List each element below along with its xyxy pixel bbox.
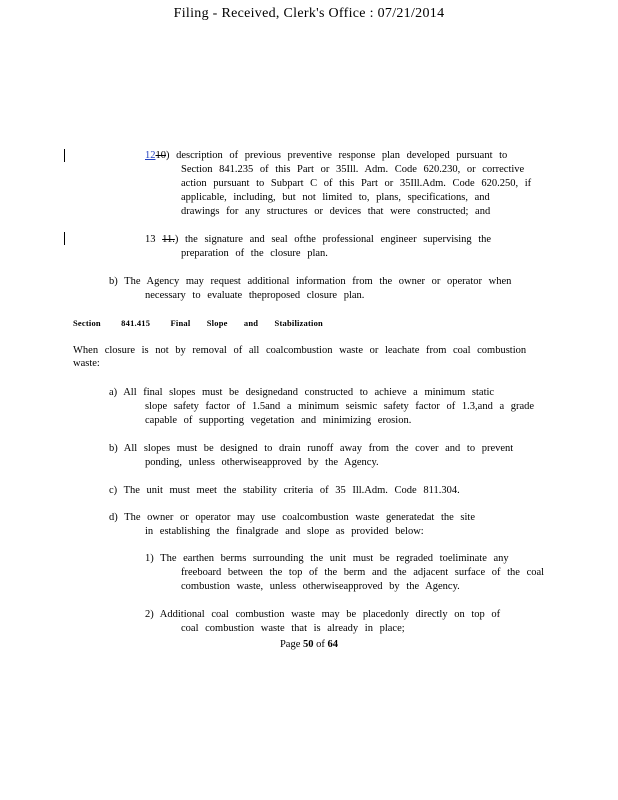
item-13-line-2: preparation of the closure plan. (181, 248, 328, 259)
item-12-new-number: 12 (145, 150, 156, 161)
section-label: Section (73, 318, 101, 328)
para-b-line-2: necessary to evaluate theproposed closure plan. (145, 290, 365, 301)
current-page-number: 50 (303, 639, 314, 650)
subsection-a-line-3: capable of supporting vegetation and minimizing erosion. (145, 415, 412, 426)
item-13-new-number: 13 (145, 234, 156, 245)
item-12-line-4: applicable, including, but not limited to, plans, specifications, and (181, 192, 490, 203)
section-heading (73, 317, 323, 330)
intro-line-2: waste: (73, 358, 100, 369)
subsection-d-line-1: d) The owner or operator may use coalcombustion waste generatedat the site (109, 512, 475, 523)
subsection-d-line-2: in establishing the finalgrade and slope as provided below: (145, 526, 424, 537)
subsection-a-line-2: slope safety factor of 1.5and a minimum seismic safety factor of 1.3,and a grade (145, 401, 535, 412)
section-title: Final Slope and Stabilization (170, 318, 323, 328)
item-12-line-5: drawings for any structures or devices that were constructed; and (181, 206, 491, 217)
subsection-c-line-1: c) The unit must meet the stability criteria of 35 Ill.Adm. Code 811.304. (109, 485, 460, 496)
page-footer: Page 50 of 64 (279, 639, 339, 650)
item-12-line-2: Section 841.235 of this Part or 35Ill. Adm. Code 620.230, or corrective (181, 164, 525, 175)
item-12-line-3: action pursuant to Subpart C of this Part or 35Ill.Adm. Code 620.250, if (181, 178, 532, 189)
item-13-old-number: 11. (162, 234, 175, 245)
item-d1-line-3: combustion waste, unless otherwiseapproved by the Agency. (181, 581, 460, 592)
filing-header: Filing - Received, Clerk's Office : 07/21/2014 (173, 6, 445, 21)
item-d1-line-2: freeboard between the top of the berm and the adjacent surface of the coal (181, 567, 545, 578)
subsection-b-line-2: ponding, unless otherwiseapproved by the Agency. (145, 457, 379, 468)
change-bar-item-12 (64, 149, 65, 162)
intro-line-1: When closure is not by removal of all coalcombustion waste or leachate from coal combustion (73, 345, 527, 356)
item-12-line-1: 1210) description of previous preventive response plan developed pursuant to (145, 150, 508, 161)
item-13-line-1: 13 11.) the signature and seal ofthe professional engineer supervising the (145, 234, 492, 245)
section-number: 841.415 (121, 318, 151, 328)
total-page-count: 64 (327, 639, 339, 650)
item-d2-line-2: coal combustion waste that is already in place; (181, 623, 405, 634)
subsection-a-line-1: a) All final slopes must be designedand constructed to achieve a minimum static (109, 387, 495, 398)
item-d1-line-1: 1) The earthen berms surrounding the unit must be regraded toeliminate any (145, 553, 509, 564)
change-bar-item-13 (64, 232, 65, 245)
para-b-line-1: b) The Agency may request additional information from the owner or operator when (109, 276, 512, 287)
item-12-old-number: 10 (155, 150, 166, 161)
subsection-b-line-1: b) All slopes must be designed to drain runoff away from the cover and to prevent (109, 443, 514, 454)
item-d2-line-1: 2) Additional coal combustion waste may be placedonly directly on top of (145, 609, 501, 620)
